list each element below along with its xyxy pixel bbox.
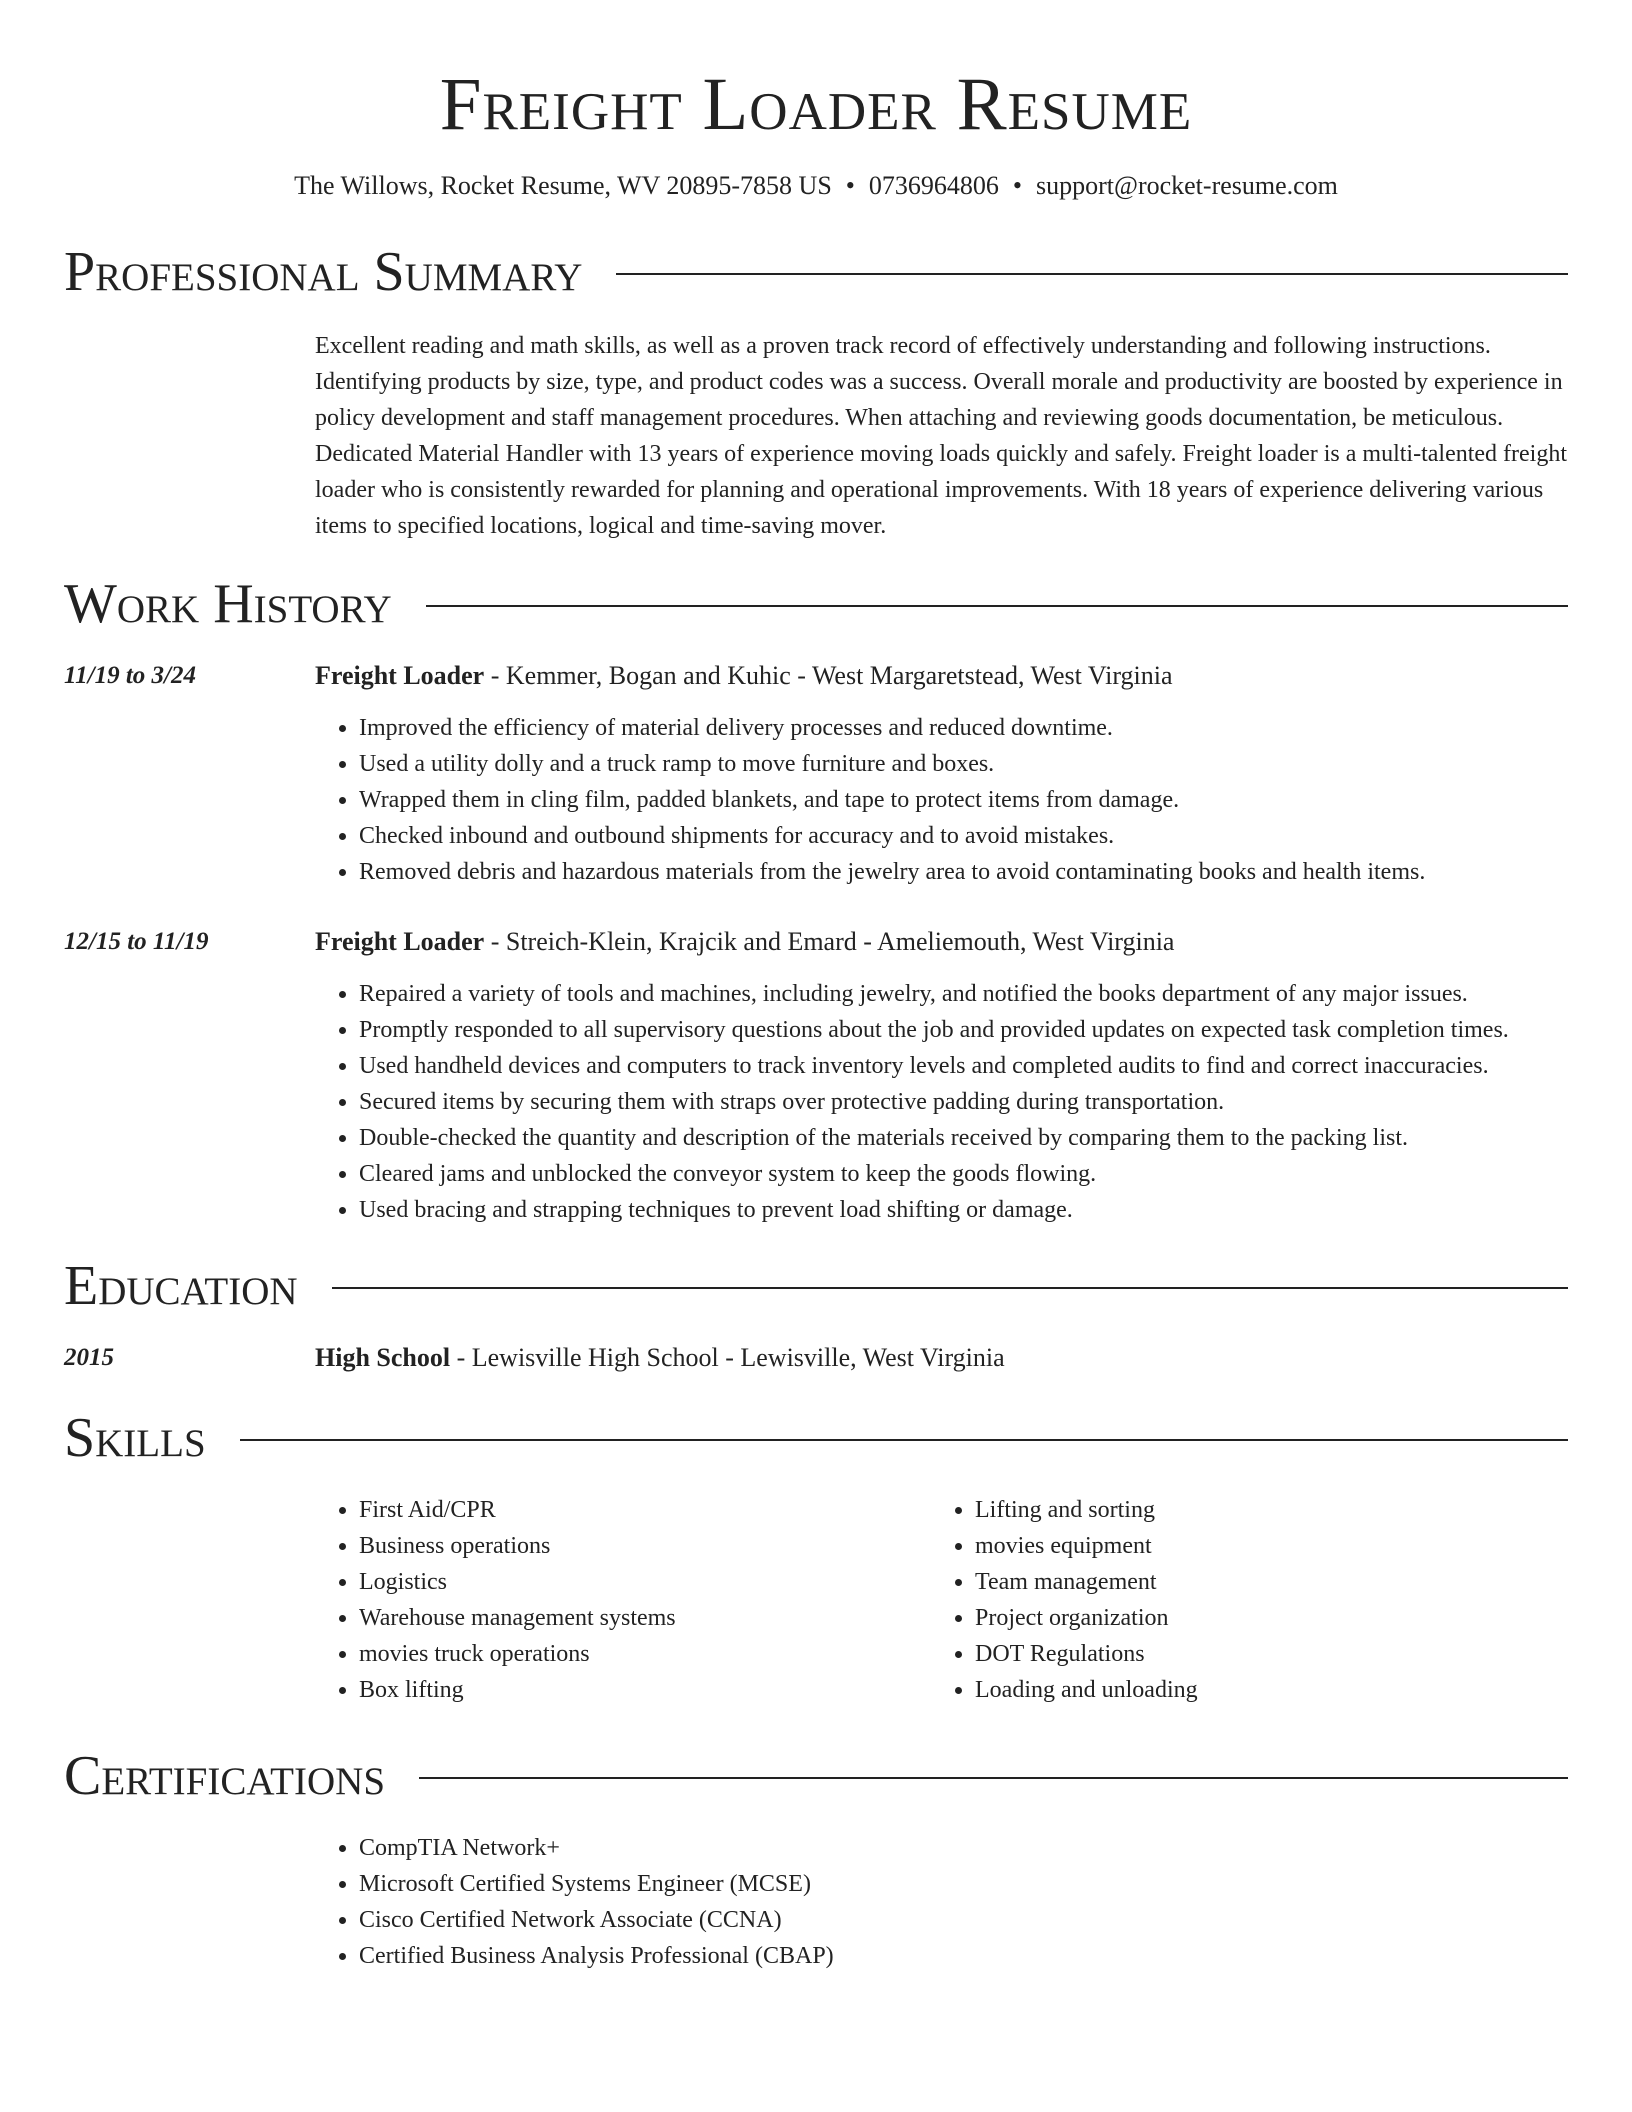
certifications-header bbox=[64, 1744, 1568, 1808]
work-history-section bbox=[64, 572, 1568, 1228]
skill-item: • Project organization bbox=[975, 1600, 1547, 1636]
education-header bbox=[64, 1254, 1568, 1318]
certification-item: • Microsoft Certified Systems Engineer (MCSE) bbox=[359, 1866, 1568, 1902]
contact-email: support@rocket-resume.com bbox=[1036, 171, 1338, 200]
job-bullet: • Improved the efficiency of material delivery processes and reduced downtime. bbox=[359, 710, 1568, 746]
section-divider bbox=[426, 605, 1568, 607]
skill-item: • movies equipment bbox=[975, 1528, 1547, 1564]
job-bullet: • Removed debris and hazardous materials from the jewelry area to avoid contaminating books and health items. bbox=[359, 854, 1568, 890]
job-bullet: • Promptly responded to all supervisory questions about the job and provided updates on expected task completion times. bbox=[359, 1012, 1568, 1048]
job-bullets bbox=[315, 710, 1568, 890]
certification-item: • Cisco Certified Network Associate (CCNA) bbox=[359, 1902, 1568, 1938]
summary-heading: Professional Summary bbox=[64, 241, 583, 303]
skills-section bbox=[64, 1406, 1568, 1708]
work-history-header bbox=[64, 572, 1568, 636]
job-entry bbox=[64, 924, 1568, 1228]
contact-separator: • bbox=[1012, 171, 1022, 200]
job-bullet: • Double-checked the quantity and description of the materials received by comparing them to the packing list. bbox=[359, 1120, 1568, 1156]
job-bullet: • Used handheld devices and computers to track inventory levels and completed audits to find and correct inaccuracies. bbox=[359, 1048, 1568, 1084]
skill-item: • Loading and unloading bbox=[975, 1672, 1547, 1708]
job-heading bbox=[315, 658, 1173, 694]
job-dates: 11/19 to 3/24 bbox=[64, 662, 196, 689]
skill-item: • Warehouse management systems bbox=[359, 1600, 931, 1636]
summary-text: Excellent reading and math skills, as well as a proven track record of effectively understanding and following instructions. Identifying products by size, type, and product codes was a success. Overall morale and productivity are boosted by experience in policy development and staff management procedures. When attaching and reviewing goods documentation, be meticulous. Dedicated Material Handler with 13 years of experience moving loads quickly and safely. Freight loader is a multi-talented freight loader who is consistently rewarded for planning and operational improvements. With 18 years of experience delivering various items to specified locations, logical and time-saving mover. bbox=[315, 333, 1568, 539]
job-title: Freight Loader bbox=[315, 661, 485, 690]
skill-item: • First Aid/CPR bbox=[359, 1492, 931, 1528]
skill-item: • Business operations bbox=[359, 1528, 931, 1564]
certifications-list bbox=[315, 1830, 1568, 1974]
skills-header bbox=[64, 1406, 1568, 1470]
skills-heading: Skills bbox=[64, 1407, 206, 1469]
job-bullet: • Used a utility dolly and a truck ramp to move furniture and boxes. bbox=[359, 746, 1568, 782]
contact-line bbox=[64, 170, 1568, 202]
job-details: - Kemmer, Bogan and Kuhic - West Margaretstead, West Virginia bbox=[484, 661, 1173, 690]
job-bullet: • Checked inbound and outbound shipments for accuracy and to avoid mistakes. bbox=[359, 818, 1568, 854]
skill-item: • movies truck operations bbox=[359, 1636, 931, 1672]
summary-header bbox=[64, 240, 1568, 304]
section-divider bbox=[240, 1439, 1568, 1441]
education-entry bbox=[315, 1340, 1005, 1376]
section-divider bbox=[332, 1287, 1568, 1289]
section-divider bbox=[616, 273, 1568, 275]
contact-phone: 0736964806 bbox=[868, 171, 999, 200]
job-bullet: • Used bracing and strapping techniques to prevent load shifting or damage. bbox=[359, 1192, 1568, 1228]
job-bullet: • Secured items by securing them with straps over protective padding during transportation. bbox=[359, 1084, 1568, 1120]
resume-title: Freight Loader Resume bbox=[439, 63, 1193, 146]
education-degree: High School bbox=[315, 1343, 451, 1372]
skills-grid bbox=[315, 1492, 1568, 1708]
job-details: - Streich-Klein, Krajcik and Emard - Ameliemouth, West Virginia bbox=[484, 927, 1175, 956]
job-bullet: • Cleared jams and unblocked the conveyor system to keep the goods flowing. bbox=[359, 1156, 1568, 1192]
skill-item: • Team management bbox=[975, 1564, 1547, 1600]
skill-item: • Box lifting bbox=[359, 1672, 931, 1708]
education-year: 2015 bbox=[64, 1344, 114, 1371]
job-heading bbox=[315, 924, 1174, 960]
job-bullet: • Wrapped them in cling film, padded blankets, and tape to protect items from damage. bbox=[359, 782, 1568, 818]
job-entry bbox=[64, 658, 1568, 890]
skills-column-right bbox=[931, 1492, 1547, 1708]
skills-column-left bbox=[315, 1492, 931, 1708]
section-divider bbox=[419, 1777, 1568, 1779]
certification-item: • CompTIA Network+ bbox=[359, 1830, 1568, 1866]
education-section bbox=[64, 1254, 1568, 1376]
education-heading: Education bbox=[64, 1255, 298, 1317]
education-details: - Lewisville High School - Lewisville, West Virginia bbox=[450, 1343, 1005, 1372]
work-history-heading: Work History bbox=[64, 573, 392, 635]
skill-item: • Lifting and sorting bbox=[975, 1492, 1547, 1528]
resume-page bbox=[64, 0, 1568, 1974]
job-bullets bbox=[315, 976, 1568, 1228]
skill-item: • DOT Regulations bbox=[975, 1636, 1547, 1672]
contact-separator: • bbox=[845, 171, 855, 200]
certifications-heading: Certifications bbox=[64, 1745, 386, 1807]
certification-item: • Certified Business Analysis Professional (CBAP) bbox=[359, 1938, 1568, 1974]
contact-address: The Willows, Rocket Resume, WV 20895-7858 US bbox=[294, 171, 832, 200]
job-dates: 12/15 to 11/19 bbox=[64, 928, 209, 955]
certifications-section bbox=[64, 1744, 1568, 1974]
job-bullet: • Repaired a variety of tools and machines, including jewelry, and notified the books department of any major issues. bbox=[359, 976, 1568, 1012]
skill-item: • Logistics bbox=[359, 1564, 931, 1600]
summary-section bbox=[64, 240, 1568, 544]
job-title: Freight Loader bbox=[315, 927, 485, 956]
